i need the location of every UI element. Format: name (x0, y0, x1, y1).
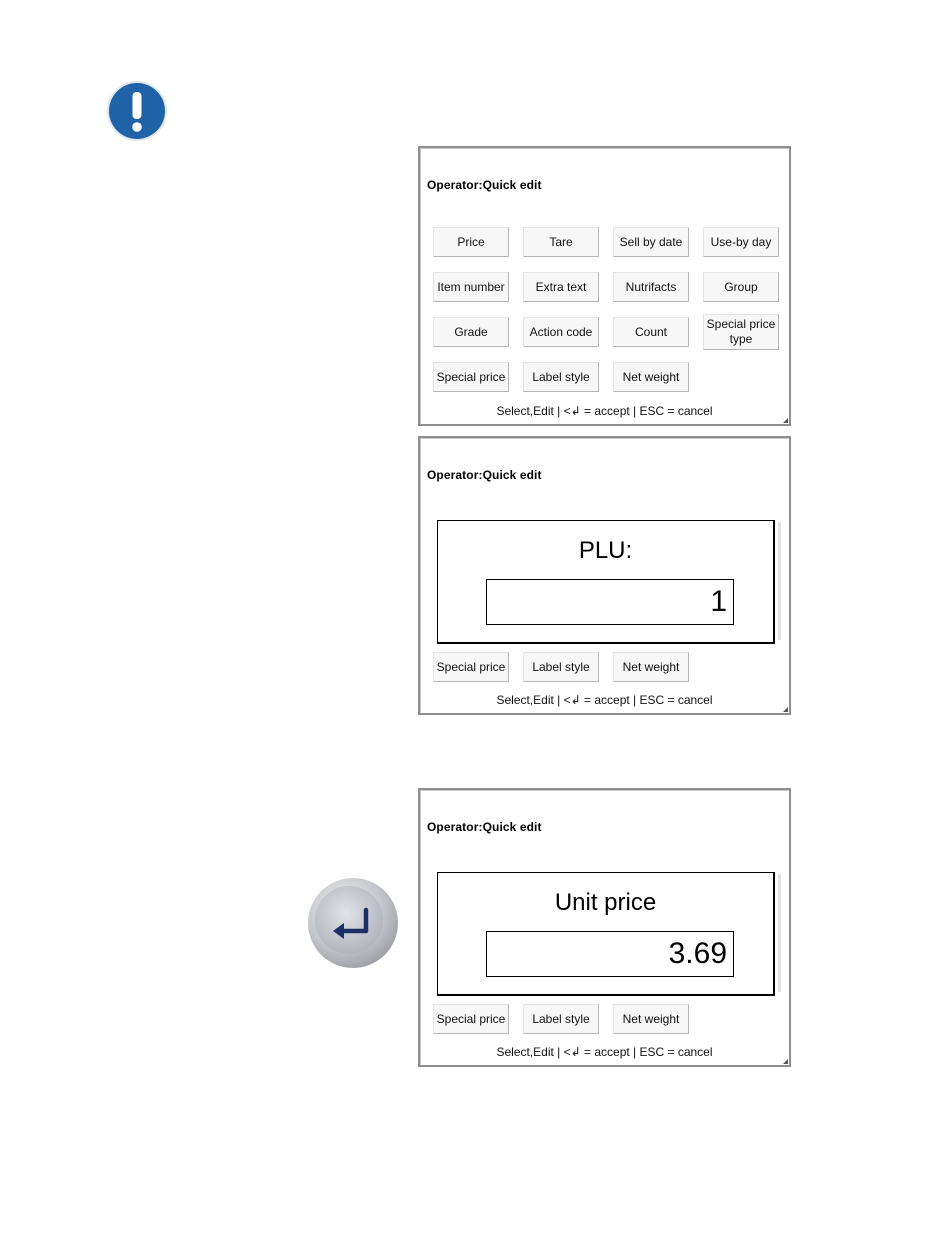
exclamation-icon (106, 80, 168, 142)
unit-price-input[interactable]: 3.69 (486, 931, 734, 977)
net-weight-button[interactable]: Net weight (613, 1004, 689, 1034)
status-bar: Select,Edit | <↲ = accept | ESC = cancel (496, 404, 713, 418)
plu-entry-screen (418, 436, 791, 715)
resize-grip-icon (783, 1059, 788, 1064)
screen-title: Operator:Quick edit (427, 178, 542, 192)
status-bar: Select,Edit | <↲ = accept | ESC = cancel (496, 1045, 713, 1059)
dialog-label: PLU: (578, 537, 633, 564)
sell-by-date-button[interactable]: Sell by date (613, 227, 689, 257)
dialog-label: Unit price (554, 889, 657, 916)
plu-input[interactable]: 1 (486, 579, 734, 625)
screen-title: Operator:Quick edit (427, 468, 542, 482)
grade-button[interactable]: Grade (433, 317, 509, 347)
screen-title: Operator:Quick edit (427, 820, 542, 834)
unit-price-dialog (437, 872, 775, 996)
count-button[interactable]: Count (613, 317, 689, 347)
special-price-type-button[interactable]: Special price type (703, 314, 779, 350)
tare-button[interactable]: Tare (523, 227, 599, 257)
label-style-button[interactable]: Label style (523, 1004, 599, 1034)
special-price-button[interactable]: Special price (433, 362, 509, 392)
extra-text-button[interactable]: Extra text (523, 272, 599, 302)
status-bar: Select,Edit | <↲ = accept | ESC = cancel (496, 693, 713, 707)
unit-price-entry-screen (418, 788, 791, 1067)
action-code-button[interactable]: Action code (523, 317, 599, 347)
price-button[interactable]: Price (433, 227, 509, 257)
enter-key-button[interactable] (306, 876, 400, 970)
enter-key-icon (306, 876, 400, 970)
special-price-button[interactable]: Special price (433, 652, 509, 682)
group-button[interactable]: Group (703, 272, 779, 302)
resize-grip-icon (783, 707, 788, 712)
item-number-button[interactable]: Item number (433, 272, 509, 302)
nutrifacts-button[interactable]: Nutrifacts (613, 272, 689, 302)
menu-edge (778, 522, 781, 640)
label-style-button[interactable]: Label style (523, 362, 599, 392)
plu-dialog (437, 520, 775, 644)
net-weight-button[interactable]: Net weight (613, 362, 689, 392)
special-price-button[interactable]: Special price (433, 1004, 509, 1034)
net-weight-button[interactable]: Net weight (613, 652, 689, 682)
label-style-button[interactable]: Label style (523, 652, 599, 682)
use-by-day-button[interactable]: Use-by day (703, 227, 779, 257)
resize-grip-icon (783, 418, 788, 423)
menu-edge (778, 874, 781, 992)
quick-edit-menu-screen (418, 146, 791, 426)
